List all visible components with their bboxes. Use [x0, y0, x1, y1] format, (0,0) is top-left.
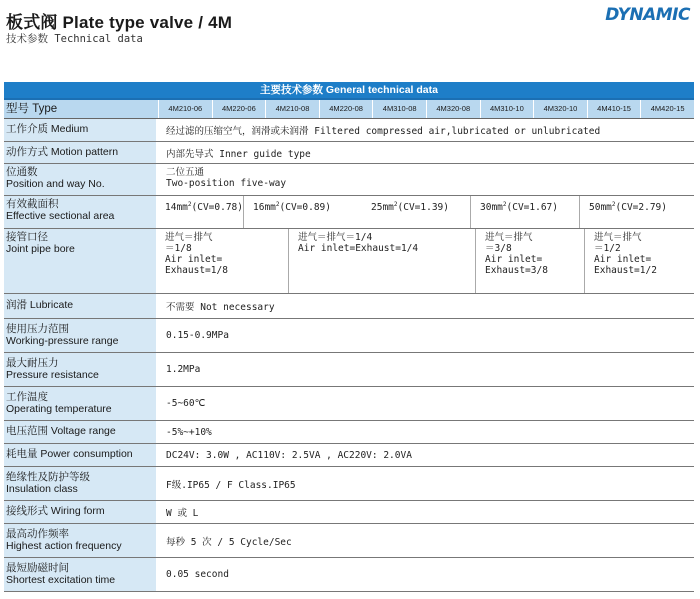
row-value: 每秒 5 次 / 5 Cycle/Sec [166, 536, 292, 548]
row-label: 接线形式 Wiring form [4, 501, 156, 523]
row-value: 1.2MPa [166, 364, 201, 375]
table-row-motion [4, 142, 694, 164]
row-label [4, 558, 156, 591]
row-label: 润滑 Lubricate [4, 294, 156, 318]
model-cell: 4M320-10 [533, 100, 587, 118]
row-label: 耗电量 Power consumption [4, 444, 156, 466]
row-label [4, 524, 156, 557]
technical-data-table [4, 82, 694, 592]
model-cell: 4M410-15 [587, 100, 641, 118]
row-value: DC24V: 3.0W , AC110V: 2.5VA , AC220V: 2.0VA [166, 449, 412, 461]
row-label [4, 164, 156, 195]
brand-logo: DYNAMIC [605, 5, 690, 25]
table-row-lubricate [4, 294, 694, 319]
table-row-power [4, 444, 694, 467]
model-cell: 4M310-10 [480, 100, 534, 118]
row-label: 动作方式 Motion pattern [4, 142, 156, 163]
label-cn: 接管口径 [6, 231, 48, 243]
label-en: Operating temperature [6, 402, 112, 415]
label-en: Shortest excitation time [6, 573, 116, 586]
label-en: Insulation class [6, 482, 78, 495]
row-value: -5~60℃ [166, 398, 206, 409]
bore-cell: 进气＝排气 ＝1/2 Air inlet= Exhaust=1/2 [584, 229, 694, 293]
row-value: 内部先导式 Inner guide type [166, 148, 311, 160]
label-cn: 绝缘性及防护等级 [6, 471, 90, 483]
row-label: 电压范围 Voltage range [4, 421, 156, 443]
table-row-section [4, 196, 694, 229]
bore-cell: 进气＝排气 ＝1/8 Air inlet= Exhaust=1/8 [165, 232, 228, 276]
label-cn: 有效截面积 [6, 198, 59, 210]
row-value [156, 164, 694, 195]
table-row-temperature [4, 387, 694, 421]
area-cell: $30mm^2(CV=1.67)$ [470, 196, 579, 228]
label-en: Working-pressure range [6, 334, 119, 347]
model-cell: 4M220-06 [212, 100, 266, 118]
row-label [4, 353, 156, 386]
area-cell: $16mm^2(CV=0.89)$ [243, 196, 362, 228]
row-label [4, 319, 156, 352]
value-en: Two-position five-way [166, 178, 287, 189]
label-cn: 最大耐压力 [6, 357, 59, 369]
label-en: Position and way No. [6, 177, 105, 190]
label-cn: 最短励磁时间 [6, 562, 69, 574]
table-row-bore [4, 229, 694, 294]
area-cell: $25mm^2(CV=1.39)$ [371, 201, 449, 214]
table-row-pressure-range [4, 319, 694, 353]
page-title: 板式阀 Plate type valve / 4M [6, 13, 233, 32]
row-value: 不需要 Not necessary [166, 302, 275, 313]
type-label: 型号 Type [6, 103, 58, 115]
value-cn: 二位五通 [166, 167, 205, 178]
model-cell: 4M210-06 [158, 100, 212, 118]
table-row-voltage [4, 421, 694, 444]
label-cn: 位通数 [6, 166, 38, 178]
table-row-pressure-resistance [4, 353, 694, 387]
row-value: 0.05 second [166, 569, 229, 580]
row-value: W 或 L [166, 508, 199, 519]
model-list [158, 100, 694, 118]
label-cn: 工作温度 [6, 391, 48, 403]
label-en: Pressure resistance [6, 368, 99, 381]
model-cell: 4M310-08 [372, 100, 426, 118]
row-value: 0.15-0.9MPa [166, 330, 229, 341]
table-banner: 主要技术参数 General technical data [4, 82, 694, 98]
label-en: Joint pipe bore [6, 242, 75, 255]
model-cell: 4M210-08 [265, 100, 319, 118]
row-label [4, 387, 156, 420]
label-en: Highest action frequency [6, 539, 122, 552]
bore-cell: 进气＝排气＝1/4 Air inlet=Exhaust=1/4 [288, 229, 475, 293]
bore-cells [156, 229, 694, 293]
table-row-frequency [4, 524, 694, 558]
row-value: 经过滤的压缩空气，润滑或未润滑 Filtered compressed air,lubricated or unlubricated [166, 126, 601, 137]
table-row-wiring [4, 501, 694, 524]
page-subtitle: 技术参数 Technical data [6, 33, 143, 45]
row-value: -5%~+10% [166, 426, 212, 438]
section-cells [156, 196, 694, 228]
row-label [4, 467, 156, 500]
model-cell: 4M220-08 [319, 100, 373, 118]
row-label: 工作介质 Medium [4, 119, 156, 141]
type-row [4, 98, 694, 119]
area-cell: $50mm^2(CV=2.79)$ [579, 196, 694, 228]
table-row-position [4, 164, 694, 196]
table-row-insulation [4, 467, 694, 501]
label-cn: 最高动作频率 [6, 528, 69, 540]
table-row-excitation [4, 558, 694, 592]
row-label [4, 196, 156, 228]
model-cell: 4M320-08 [426, 100, 480, 118]
model-cell: 4M420-15 [640, 100, 694, 118]
label-cn: 使用压力范围 [6, 323, 69, 335]
bore-cell: 进气＝排气 ＝3/8 Air inlet= Exhaust=3/8 [475, 229, 584, 293]
table-row-medium [4, 119, 694, 142]
label-en: Effective sectional area [6, 209, 115, 222]
area-cell: $14mm^2(CV=0.78)$ [165, 201, 243, 214]
row-value: F级.IP65 / F Class.IP65 [166, 479, 296, 491]
row-label [4, 229, 156, 293]
